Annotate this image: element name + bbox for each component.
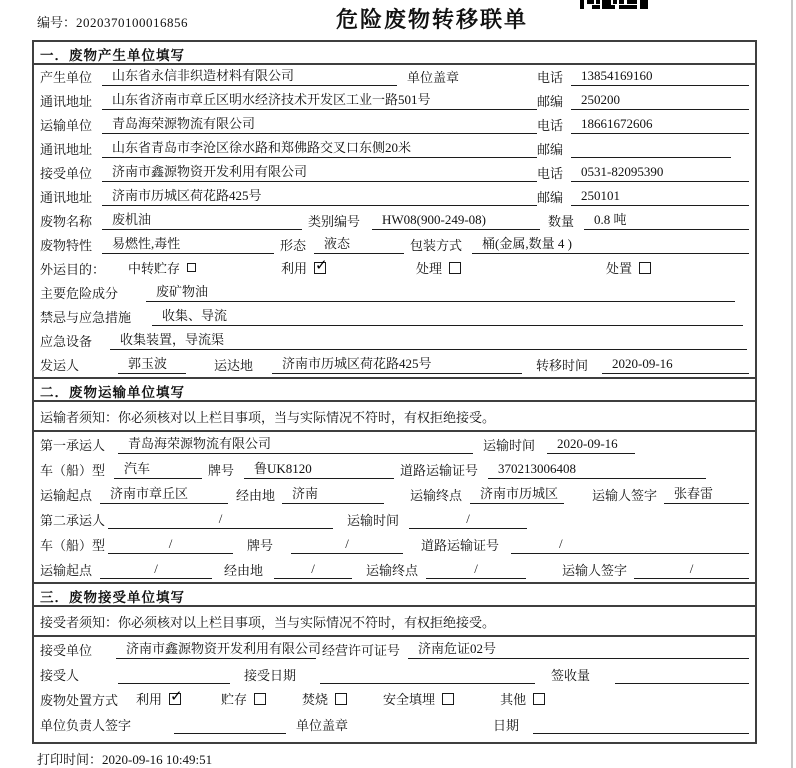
vehicle1-row xyxy=(34,457,755,482)
signature-value xyxy=(174,719,286,734)
field-label: 主要危险成分 xyxy=(40,286,119,301)
end-label: 运输终点 xyxy=(410,488,463,503)
qr-code-fragment xyxy=(580,0,650,9)
category-label: 类别编号 xyxy=(308,214,361,229)
received-amount-label: 签收量 xyxy=(551,668,591,683)
option-label: 安全填埋 xyxy=(383,692,436,707)
postal-label: 邮编 xyxy=(537,190,564,205)
seal-label: 单位盖章 xyxy=(296,718,349,733)
option-label: 其他 xyxy=(500,692,527,707)
manifest-table xyxy=(32,40,757,744)
carrier1-row xyxy=(34,432,755,457)
vehicle2-row xyxy=(34,532,755,557)
purpose-row xyxy=(34,257,755,281)
checkbox-option xyxy=(383,689,454,708)
field-label: 废物名称 xyxy=(40,214,93,229)
sign-label: 运输人签字 xyxy=(592,488,658,503)
acceptor-value xyxy=(118,669,230,684)
via-value: 济南 xyxy=(282,483,384,504)
section2-header: 二．废物运输单位填写 xyxy=(34,377,755,402)
print-time-label: 打印时间： xyxy=(37,752,103,767)
field-label: 废物特性 xyxy=(40,238,93,253)
sign-label: 运输人签字 xyxy=(562,563,628,578)
option-label: 中转贮存 xyxy=(128,261,181,276)
field-value: 汽车 xyxy=(114,458,202,479)
receive-unit-row xyxy=(34,637,755,662)
transport-time-value: / xyxy=(409,511,527,529)
field-label: 第二承运人 xyxy=(40,513,106,528)
checkbox-icon xyxy=(449,262,461,274)
checkbox-icon xyxy=(639,262,651,274)
destination-label: 运达地 xyxy=(214,358,254,373)
field-label: 应急设备 xyxy=(40,334,93,349)
serial-label: 编号： xyxy=(37,15,77,30)
permit-value: 济南危证02号 xyxy=(408,638,749,659)
field-label: 运输起点 xyxy=(40,563,93,578)
field-value: 郭玉波 xyxy=(118,353,186,374)
field-label: 第一承运人 xyxy=(40,438,106,453)
transport-time-label: 运输时间 xyxy=(483,438,536,453)
field-value: 山东省济南市章丘区明水经济技术开发区工业一路501号 xyxy=(102,89,537,110)
field-value: 山东省永信非织造材料有限公司 xyxy=(102,65,397,86)
checkbox-option xyxy=(302,689,347,708)
form-label: 形态 xyxy=(280,238,307,253)
serial-number xyxy=(37,12,188,31)
checkbox-icon xyxy=(254,693,266,705)
signature-row xyxy=(34,712,755,737)
checkbox-icon xyxy=(533,693,545,705)
phone-value: 13854169160 xyxy=(571,68,749,86)
checkbox-icon xyxy=(187,263,196,272)
phone-label: 电话 xyxy=(537,70,564,85)
permit-label: 经营许可证号 xyxy=(322,643,401,658)
checkbox-option xyxy=(416,258,461,277)
destination-value: 济南市历城区荷花路425号 xyxy=(272,353,522,374)
packing-value: 桶(金属,数量 4 ) xyxy=(472,233,749,254)
transporter-row xyxy=(34,113,755,137)
road-license-value: 370213006408 xyxy=(488,461,706,479)
end-value: 济南市历城区 xyxy=(470,483,564,504)
checkbox-option xyxy=(500,689,545,708)
road-license-value: / xyxy=(511,536,749,554)
field-value: 废矿物油 xyxy=(146,281,735,302)
checkbox-icon xyxy=(335,693,347,705)
producer-row xyxy=(34,65,755,89)
route1-row xyxy=(34,482,755,507)
checkbox-option xyxy=(136,689,181,708)
scan-edge-right xyxy=(791,0,793,768)
checkbox-option xyxy=(606,258,651,277)
accept-date-label: 接受日期 xyxy=(244,668,297,683)
date-label: 日期 xyxy=(493,718,520,733)
transfer-time-label: 转移时间 xyxy=(536,358,589,373)
transfer-time-value: 2020-09-16 xyxy=(602,356,749,374)
serial-value: 2020370100016856 xyxy=(76,15,189,30)
field-label: 产生单位 xyxy=(40,70,93,85)
waste-name-row xyxy=(34,209,755,233)
checkbox-option xyxy=(221,689,266,708)
field-label: 外运目的： xyxy=(40,262,106,277)
field-value: 济南市鑫源物资开发利用有限公司 xyxy=(102,161,537,182)
field-label: 接受单位 xyxy=(40,643,93,658)
receiver-row xyxy=(34,161,755,185)
checkbox-option xyxy=(128,258,196,277)
field-label: 通讯地址 xyxy=(40,190,93,205)
dispatch-row xyxy=(34,353,755,377)
field-value: 青岛海荣源物流有限公司 xyxy=(102,113,537,134)
producer-address-row xyxy=(34,89,755,113)
option-label: 利用 xyxy=(136,692,163,707)
section3-header: 三．废物接受单位填写 xyxy=(34,582,755,607)
route2-row xyxy=(34,557,755,582)
received-amount-value xyxy=(615,669,749,684)
plate-label: 牌号 xyxy=(208,463,235,478)
transporter-address-row xyxy=(34,137,755,161)
field-value: 济南市鑫源物资开发利用有限公司 xyxy=(116,638,316,659)
field-value: / xyxy=(108,536,233,554)
quantity-value: 0.8 吨 xyxy=(584,209,749,230)
section2-notice: 运输者须知：你必须核对以上栏目事项，当与实际情况不符时，有权拒绝接受。 xyxy=(34,402,755,432)
checkbox-icon xyxy=(314,262,326,274)
field-label: 通讯地址 xyxy=(40,142,93,157)
date-value xyxy=(533,719,749,734)
field-label: 车（船）型 xyxy=(40,463,106,478)
disposal-row xyxy=(34,687,755,712)
equipment-row xyxy=(34,329,755,353)
carrier2-row xyxy=(34,507,755,532)
hazard-row xyxy=(34,281,755,305)
postal-value: 250101 xyxy=(571,188,749,206)
option-label: 处理 xyxy=(416,261,443,276)
phone-value: 0531-82095390 xyxy=(571,164,749,182)
field-label: 车（船）型 xyxy=(40,538,106,553)
road-license-label: 道路运输证号 xyxy=(421,538,500,553)
via-label: 经由地 xyxy=(236,488,276,503)
plate-value: / xyxy=(291,536,403,554)
origin-value: 济南市章丘区 xyxy=(100,483,228,504)
phone-label: 电话 xyxy=(537,118,564,133)
transport-time-label: 运输时间 xyxy=(347,513,400,528)
via-value: / xyxy=(274,561,352,579)
field-label: 接受单位 xyxy=(40,166,93,181)
print-time xyxy=(37,749,212,768)
transport-time-value: 2020-09-16 xyxy=(547,436,635,454)
option-label: 焚烧 xyxy=(302,692,329,707)
checkbox-icon xyxy=(169,693,181,705)
field-label: 通讯地址 xyxy=(40,94,93,109)
postal-value xyxy=(571,143,731,158)
measures-row xyxy=(34,305,755,329)
road-license-label: 道路运输证号 xyxy=(400,463,479,478)
option-label: 贮存 xyxy=(221,692,248,707)
field-label: 禁忌与应急措施 xyxy=(40,310,132,325)
sign-value: / xyxy=(634,561,749,579)
packing-label: 包装方式 xyxy=(410,238,463,253)
field-label: 发运人 xyxy=(40,358,80,373)
section3-notice: 接受者须知：你必须核对以上栏目事项，当与实际情况不符时，有权拒绝接受。 xyxy=(34,607,755,637)
section1-header: 一．废物产生单位填写 xyxy=(34,42,755,65)
phone-label: 电话 xyxy=(537,166,564,181)
field-value: 收集、导流 xyxy=(152,305,743,326)
postal-label: 邮编 xyxy=(537,142,564,157)
field-value: 济南市历城区荷花路425号 xyxy=(102,185,537,206)
field-label: 接受人 xyxy=(40,668,80,683)
sign-value: 张春雷 xyxy=(664,483,749,504)
print-time-value: 2020-09-16 10:49:51 xyxy=(102,752,213,767)
phone-value: 18661672606 xyxy=(571,116,749,134)
end-label: 运输终点 xyxy=(366,563,419,578)
field-label: 废物处置方式 xyxy=(40,693,119,708)
plate-value: 鲁UK8120 xyxy=(244,458,394,479)
field-label: 运输起点 xyxy=(40,488,93,503)
category-value: HW08(900-249-08) xyxy=(372,212,540,230)
postal-label: 邮编 xyxy=(537,94,564,109)
option-label: 利用 xyxy=(281,261,308,276)
field-value: / xyxy=(108,511,333,529)
checkbox-option xyxy=(281,258,326,277)
postal-value: 250200 xyxy=(571,92,749,110)
field-value: 易燃性,毒性 xyxy=(102,233,274,254)
form-value: 液态 xyxy=(314,233,404,254)
field-value: 山东省青岛市李沧区徐水路和郑佛路交叉口东侧20米 xyxy=(102,137,537,158)
field-value: 废机油 xyxy=(102,209,302,230)
origin-value: / xyxy=(100,561,212,579)
field-value: 青岛海荣源物流有限公司 xyxy=(118,433,473,454)
acceptor-row xyxy=(34,662,755,687)
plate-label: 牌号 xyxy=(247,538,274,553)
field-label: 运输单位 xyxy=(40,118,93,133)
option-label: 处置 xyxy=(606,261,633,276)
accept-date-value xyxy=(320,669,535,684)
quantity-label: 数量 xyxy=(548,214,575,229)
waste-traits-row xyxy=(34,233,755,257)
checkbox-icon xyxy=(442,693,454,705)
page-title: 危险废物转移联单 xyxy=(336,7,529,32)
receiver-address-row xyxy=(34,185,755,209)
field-value: 收集装置，导流渠 xyxy=(110,329,747,350)
via-label: 经由地 xyxy=(224,563,264,578)
field-label: 单位负责人签字 xyxy=(40,718,132,733)
seal-label: 单位盖章 xyxy=(407,70,460,85)
end-value: / xyxy=(426,561,526,579)
